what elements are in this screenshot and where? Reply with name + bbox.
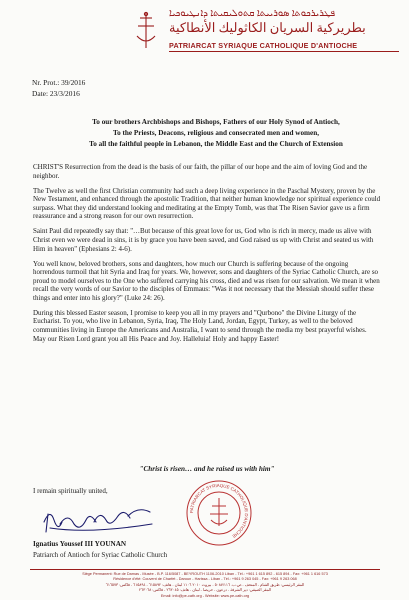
header-divider (169, 51, 399, 52)
footer-line: Siège Permanent: Rue de Damas - Musée - B.P. 116/5087 - BEYROUTH 1106-2010 Liban - Tél.: +961 1 615 892 - 615 894 - Fax: +961 1 616 573 (82, 572, 328, 576)
header-syriac-text: ܦܛܪܝܪܟܘܬܐ ܣܘܪܝܝܬܐ ܩܬܘܠܝܩܝܬܐ ܕܐܢܛܝܘܟܝܐ (169, 9, 336, 19)
address-line: To our brothers Archbishops and Bishops, Fathers of our Holy Synod of Antioch, (92, 118, 340, 126)
letter-meta (32, 77, 85, 99)
footer-line: Email: info@pe-cath.org - Website: www.pe-cath.org (160, 593, 250, 598)
footer-line: المقر الرئيسي: طريق الشام - المتحف - ص.ب. ٥٠٨٧/١١٦ - بيروت ٢٠١٠ ١١٠٦ لبنان - هاتف: ٦١٥٨٩٢ - ٦١٥٨٩٤ - فاكس: ٦١٦٥٧٣ (105, 582, 305, 587)
letter-body (33, 163, 381, 350)
address-line: To all the faithful people in Lebanon, the Middle East and the Church of Extension (89, 140, 343, 149)
letter-date: Date: 23/3/2016 (32, 89, 80, 98)
protocol-number: Nr. Prot.: 39/2016 (32, 78, 86, 87)
closing-line: I remain spiritually united, (33, 487, 108, 495)
body-paragraph: The Twelve as well the first Christian community had such a deep living experience in the Paschal Mystery, proven by the New Testament, and enhanced through the apostolic Tradition, that neither human knowledge nor spiritual experience could surpass. What they did understand looking and meditating at the Empty Tomb, was that The Risen Savior gave us a firm reassurance and a strong reason for our own resurrection. (33, 186, 381, 221)
footer-line: Résidence d'été: Couvent de Charfet - Daroun - Harissa - Liban - Tél.: +961 9 263 045 - Fax: +961 9 263 068 (113, 577, 297, 582)
footer-line: المقر الصيفي: دير الشرفة - درعون - حريصا - لبنان - هاتف: ٢٦٣٠٤٥ - فاكس: ٢٦٣٠٦٨ (138, 588, 271, 593)
body-paragraph: You well know, beloved brothers, sons and daughters, how much our Church is suffering because of the ongoing horrendous turmoil that hit Syria and Iraq for years. We, however, sons and daughters of the Syriac Catholic Church, are so proud to model ourselves to the One who suffered carrying his cross, died and was risen for our salvation. We mean it when recall the very words of our Savior to the disciples of Emmaus: "Was it not necessary that the Messiah should suffer these things and enter into his glory?" (Luke 24: 26). (33, 259, 380, 302)
body-paragraph: During this blessed Easter season, I promise to keep you all in my prayers and "Qurbono" the Divine Liturgy of the Eucharist. To you, who live in Lebanon, Syria, Iraq, The Holy Land, Jordan, Egypt, Turkey, as well to the beloved communities living in Europe the Americans and Australia, I want to send through the media my best prayerful wishes. May our Risen Lord grant you all His Peace and Joy. Halleluia! Holy and happy Easter! (33, 308, 367, 343)
header-french-text: PATRIARCAT SYRIAQUE CATHOLIQUE D'ANTIOCHE (169, 41, 358, 50)
signatory-name: Ignatius Youssef III YOUNAN (33, 540, 127, 548)
handwritten-signature-icon (40, 502, 158, 536)
body-paragraph: Saint Paul did repeatedly say that: "…But because of this great love for us, God who is rich in mercy, made us alive with Christ even we were dead in sins, it is by grace you have been saved, and God raised us up with Christ and seated us with Him in heaven" (Ephesians 2: 4-6). (33, 227, 374, 253)
letter-footer (30, 572, 380, 599)
header-arabic-text: بطريركية السريان الكاثوليك الأنطاكية (169, 20, 366, 35)
patriarchate-crest-icon (133, 10, 159, 50)
patriarchal-seal-icon (184, 478, 254, 548)
letterhead (133, 6, 403, 54)
easter-quote: "Christ is risen… and he raised us with him" (139, 465, 275, 473)
signatory-title: Patriarch of Antioch for Syriac Catholic Church (33, 551, 168, 559)
footer-divider (30, 569, 380, 570)
address-block (52, 117, 380, 151)
address-line: To the Priests, Deacons, religious and consecrated men and women, (112, 129, 320, 138)
body-paragraph: CHRIST'S Resurrection from the dead is the basis of our faith, the pillar of our hope and the aim of loving God and the neighbor. (33, 163, 368, 180)
seal-text: PATRIARCAT SYRIAQUE CATHOLIQUE D'ANTIOCHE (188, 482, 250, 539)
